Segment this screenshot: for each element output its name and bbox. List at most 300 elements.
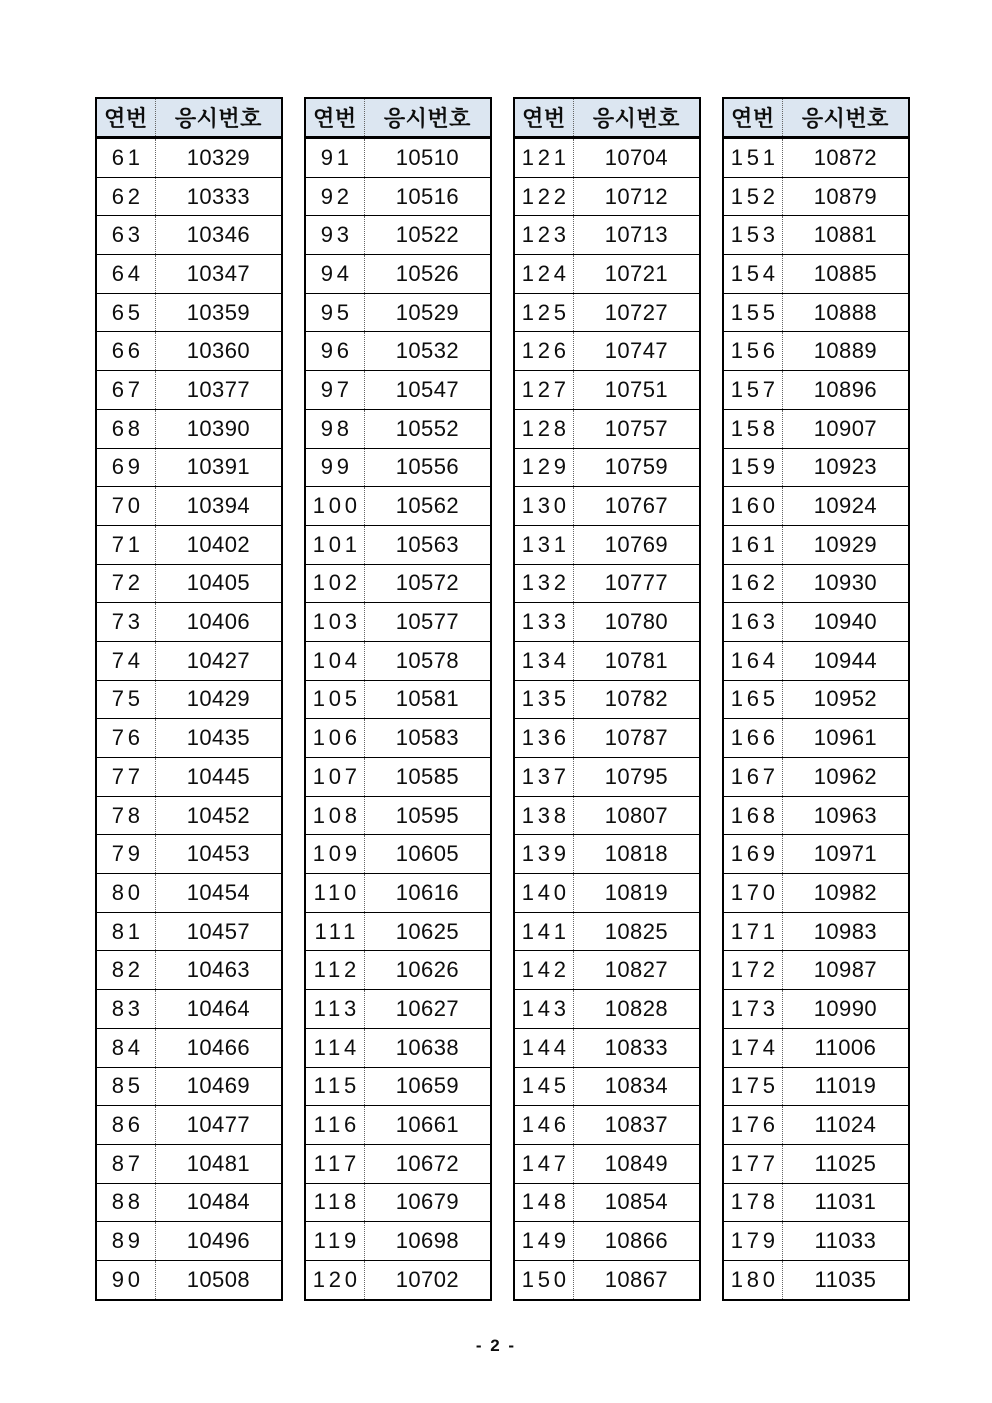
table-row	[514, 1106, 700, 1145]
serial-cell: 173	[723, 990, 782, 1029]
serial-cell: 85	[96, 1067, 155, 1106]
exam-number-cell: 10828	[573, 990, 700, 1029]
exam-number-cell: 10552	[364, 409, 491, 448]
table-row	[96, 177, 282, 216]
exam-number-cell: 10616	[364, 874, 491, 913]
exam-number-cell: 10481	[155, 1144, 282, 1183]
serial-cell: 123	[514, 216, 573, 255]
exam-number-cell: 10896	[782, 371, 909, 410]
serial-cell: 93	[305, 216, 364, 255]
exam-number-cell: 10563	[364, 525, 491, 564]
table-row	[514, 1144, 700, 1183]
exam-number-cell: 11025	[782, 1144, 909, 1183]
table-row	[723, 796, 909, 835]
table-row	[723, 951, 909, 990]
table-row	[723, 216, 909, 255]
serial-cell: 124	[514, 255, 573, 294]
serial-cell: 163	[723, 603, 782, 642]
exam-number-cell: 10885	[782, 255, 909, 294]
serial-cell: 107	[305, 758, 364, 797]
exam-number-cell: 10827	[573, 951, 700, 990]
table-row	[305, 641, 491, 680]
table-row	[96, 255, 282, 294]
exam-number-cell: 10626	[364, 951, 491, 990]
table-row	[723, 680, 909, 719]
exam-number-cell: 10990	[782, 990, 909, 1029]
table-row	[723, 1106, 909, 1145]
table-row	[96, 641, 282, 680]
serial-cell: 89	[96, 1222, 155, 1261]
serial-cell: 179	[723, 1222, 782, 1261]
serial-cell: 144	[514, 1028, 573, 1067]
table-row	[514, 255, 700, 294]
serial-cell: 78	[96, 796, 155, 835]
table-row	[723, 758, 909, 797]
table-row	[96, 332, 282, 371]
serial-cell: 169	[723, 835, 782, 874]
serial-cell: 62	[96, 177, 155, 216]
exam-number-cell: 10983	[782, 912, 909, 951]
exam-number-cell: 10930	[782, 564, 909, 603]
table-row	[723, 1260, 909, 1299]
serial-cell: 69	[96, 448, 155, 487]
table-row	[96, 1222, 282, 1261]
serial-cell: 142	[514, 951, 573, 990]
serial-cell: 98	[305, 409, 364, 448]
table-row	[514, 874, 700, 913]
table-row	[723, 1067, 909, 1106]
table-row	[305, 255, 491, 294]
serial-cell: 120	[305, 1260, 364, 1299]
exam-number-cell: 10464	[155, 990, 282, 1029]
exam-number-cell: 10971	[782, 835, 909, 874]
serial-cell: 162	[723, 564, 782, 603]
serial-cell: 145	[514, 1067, 573, 1106]
exam-number-cell: 10585	[364, 758, 491, 797]
table-row	[96, 564, 282, 603]
exam-number-cell: 11035	[782, 1260, 909, 1299]
table-row	[723, 912, 909, 951]
serial-cell: 119	[305, 1222, 364, 1261]
table-row	[514, 990, 700, 1029]
table-row	[723, 525, 909, 564]
serial-cell: 140	[514, 874, 573, 913]
serial-cell: 71	[96, 525, 155, 564]
exam-number-cell: 10529	[364, 293, 491, 332]
table-row	[96, 1183, 282, 1222]
serial-cell: 91	[305, 138, 364, 178]
exam-number-cell: 10834	[573, 1067, 700, 1106]
table-row	[514, 796, 700, 835]
serial-cell: 131	[514, 525, 573, 564]
serial-cell: 106	[305, 719, 364, 758]
table-row	[723, 564, 909, 603]
serial-cell: 172	[723, 951, 782, 990]
table-row	[514, 951, 700, 990]
exam-number-cell: 10562	[364, 487, 491, 526]
table-row	[305, 603, 491, 642]
exam-number-cell: 10445	[155, 758, 282, 797]
table-row	[723, 1144, 909, 1183]
serial-cell: 73	[96, 603, 155, 642]
serial-cell: 83	[96, 990, 155, 1029]
table-row	[96, 1144, 282, 1183]
column-header-serial: 연번	[723, 98, 782, 138]
exam-number-cell: 10402	[155, 525, 282, 564]
table-row	[514, 835, 700, 874]
exam-number-cell: 10769	[573, 525, 700, 564]
exam-number-cell: 10638	[364, 1028, 491, 1067]
table-row	[96, 216, 282, 255]
roster-table	[95, 97, 283, 1301]
table-row	[305, 1067, 491, 1106]
exam-number-cell: 10787	[573, 719, 700, 758]
serial-cell: 88	[96, 1183, 155, 1222]
table-row	[305, 293, 491, 332]
table-row	[96, 835, 282, 874]
table-row	[723, 409, 909, 448]
serial-cell: 96	[305, 332, 364, 371]
serial-cell: 125	[514, 293, 573, 332]
table-row	[96, 874, 282, 913]
exam-number-cell: 10583	[364, 719, 491, 758]
table-row	[514, 177, 700, 216]
exam-number-cell: 10457	[155, 912, 282, 951]
serial-cell: 130	[514, 487, 573, 526]
serial-cell: 165	[723, 680, 782, 719]
table-row	[305, 138, 491, 178]
table-row	[96, 448, 282, 487]
table-row	[305, 564, 491, 603]
table-row	[723, 138, 909, 178]
table-row	[723, 603, 909, 642]
table-row	[305, 448, 491, 487]
table-row	[514, 409, 700, 448]
header-row	[514, 98, 700, 138]
table-row	[514, 138, 700, 178]
exam-number-cell: 10704	[573, 138, 700, 178]
tables-container	[95, 97, 910, 1301]
table-row	[514, 564, 700, 603]
table-row	[305, 525, 491, 564]
exam-number-cell: 10713	[573, 216, 700, 255]
exam-number-cell: 10452	[155, 796, 282, 835]
table-row	[305, 990, 491, 1029]
table-row	[305, 1222, 491, 1261]
exam-number-cell: 10435	[155, 719, 282, 758]
table-row	[305, 758, 491, 797]
table-row	[305, 680, 491, 719]
serial-cell: 68	[96, 409, 155, 448]
exam-number-cell: 10698	[364, 1222, 491, 1261]
serial-cell: 72	[96, 564, 155, 603]
exam-number-cell: 10889	[782, 332, 909, 371]
exam-number-cell: 10982	[782, 874, 909, 913]
serial-cell: 61	[96, 138, 155, 178]
table-row	[96, 371, 282, 410]
table-row	[305, 371, 491, 410]
table-row	[305, 912, 491, 951]
serial-cell: 95	[305, 293, 364, 332]
exam-number-cell: 10849	[573, 1144, 700, 1183]
exam-number-cell: 10777	[573, 564, 700, 603]
serial-cell: 126	[514, 332, 573, 371]
exam-number-cell: 10888	[782, 293, 909, 332]
serial-cell: 129	[514, 448, 573, 487]
serial-cell: 117	[305, 1144, 364, 1183]
exam-number-cell: 10679	[364, 1183, 491, 1222]
serial-cell: 180	[723, 1260, 782, 1299]
serial-cell: 155	[723, 293, 782, 332]
serial-cell: 161	[723, 525, 782, 564]
table-row	[96, 758, 282, 797]
table-row	[514, 1067, 700, 1106]
exam-number-cell: 10987	[782, 951, 909, 990]
serial-cell: 175	[723, 1067, 782, 1106]
table-row	[96, 409, 282, 448]
table-row	[305, 177, 491, 216]
exam-number-cell: 10405	[155, 564, 282, 603]
serial-cell: 101	[305, 525, 364, 564]
table-row	[305, 216, 491, 255]
serial-cell: 128	[514, 409, 573, 448]
exam-number-cell: 10867	[573, 1260, 700, 1299]
table-row	[514, 216, 700, 255]
serial-cell: 105	[305, 680, 364, 719]
serial-cell: 115	[305, 1067, 364, 1106]
table-row	[305, 1183, 491, 1222]
table-row	[514, 448, 700, 487]
table-row	[96, 680, 282, 719]
exam-number-cell: 10780	[573, 603, 700, 642]
serial-cell: 139	[514, 835, 573, 874]
serial-cell: 150	[514, 1260, 573, 1299]
column-header-exam-number: 응시번호	[573, 98, 700, 138]
exam-number-cell: 10961	[782, 719, 909, 758]
serial-cell: 77	[96, 758, 155, 797]
serial-cell: 114	[305, 1028, 364, 1067]
serial-cell: 66	[96, 332, 155, 371]
exam-number-cell: 11019	[782, 1067, 909, 1106]
serial-cell: 143	[514, 990, 573, 1029]
serial-cell: 92	[305, 177, 364, 216]
exam-number-cell: 10627	[364, 990, 491, 1029]
exam-number-cell: 10578	[364, 641, 491, 680]
exam-number-cell: 10837	[573, 1106, 700, 1145]
serial-cell: 64	[96, 255, 155, 294]
header-row	[96, 98, 282, 138]
exam-number-cell: 11031	[782, 1183, 909, 1222]
exam-number-cell: 10526	[364, 255, 491, 294]
table-row	[723, 332, 909, 371]
serial-cell: 137	[514, 758, 573, 797]
exam-number-cell: 10747	[573, 332, 700, 371]
exam-number-cell: 10854	[573, 1183, 700, 1222]
serial-cell: 70	[96, 487, 155, 526]
exam-number-cell: 10466	[155, 1028, 282, 1067]
roster-table	[513, 97, 701, 1301]
exam-number-cell: 10727	[573, 293, 700, 332]
exam-number-cell: 10781	[573, 641, 700, 680]
exam-number-cell: 10767	[573, 487, 700, 526]
serial-cell: 170	[723, 874, 782, 913]
serial-cell: 113	[305, 990, 364, 1029]
column-header-exam-number: 응시번호	[782, 98, 909, 138]
serial-cell: 122	[514, 177, 573, 216]
exam-number-cell: 10963	[782, 796, 909, 835]
serial-cell: 141	[514, 912, 573, 951]
serial-cell: 127	[514, 371, 573, 410]
exam-number-cell: 10469	[155, 1067, 282, 1106]
table-row	[723, 1028, 909, 1067]
column-header-exam-number: 응시번호	[364, 98, 491, 138]
exam-number-cell: 10453	[155, 835, 282, 874]
exam-number-cell: 10427	[155, 641, 282, 680]
exam-number-cell: 10477	[155, 1106, 282, 1145]
table-row	[96, 1260, 282, 1299]
table-row	[305, 409, 491, 448]
serial-cell: 132	[514, 564, 573, 603]
exam-number-cell: 10712	[573, 177, 700, 216]
exam-number-cell: 10390	[155, 409, 282, 448]
table-row	[514, 371, 700, 410]
exam-number-cell: 10360	[155, 332, 282, 371]
table-row	[96, 990, 282, 1029]
serial-cell: 116	[305, 1106, 364, 1145]
column-header-exam-number: 응시번호	[155, 98, 282, 138]
table-row	[723, 990, 909, 1029]
table-row	[723, 835, 909, 874]
exam-number-cell: 10484	[155, 1183, 282, 1222]
table-row	[305, 951, 491, 990]
column-header-serial: 연번	[514, 98, 573, 138]
table-row	[514, 1028, 700, 1067]
table-row	[514, 293, 700, 332]
exam-number-cell: 10605	[364, 835, 491, 874]
table-row	[723, 719, 909, 758]
serial-cell: 103	[305, 603, 364, 642]
table-row	[514, 603, 700, 642]
table-row	[723, 177, 909, 216]
serial-cell: 160	[723, 487, 782, 526]
serial-cell: 63	[96, 216, 155, 255]
table-row	[514, 1183, 700, 1222]
serial-cell: 176	[723, 1106, 782, 1145]
exam-number-cell: 10454	[155, 874, 282, 913]
serial-cell: 110	[305, 874, 364, 913]
table-row	[514, 680, 700, 719]
serial-cell: 86	[96, 1106, 155, 1145]
serial-cell: 136	[514, 719, 573, 758]
header-row	[723, 98, 909, 138]
exam-number-cell: 10406	[155, 603, 282, 642]
serial-cell: 84	[96, 1028, 155, 1067]
serial-cell: 166	[723, 719, 782, 758]
serial-cell: 76	[96, 719, 155, 758]
serial-cell: 74	[96, 641, 155, 680]
serial-cell: 97	[305, 371, 364, 410]
page-number: - 2 -	[475, 1336, 517, 1355]
exam-number-cell: 10547	[364, 371, 491, 410]
exam-number-cell: 10833	[573, 1028, 700, 1067]
exam-number-cell: 10394	[155, 487, 282, 526]
exam-number-cell: 10572	[364, 564, 491, 603]
serial-cell: 102	[305, 564, 364, 603]
serial-cell: 167	[723, 758, 782, 797]
exam-number-cell: 10391	[155, 448, 282, 487]
exam-number-cell: 10496	[155, 1222, 282, 1261]
header-row	[305, 98, 491, 138]
table-row	[96, 138, 282, 178]
serial-cell: 177	[723, 1144, 782, 1183]
serial-cell: 121	[514, 138, 573, 178]
exam-number-cell: 10782	[573, 680, 700, 719]
serial-cell: 108	[305, 796, 364, 835]
exam-number-cell: 10795	[573, 758, 700, 797]
exam-number-cell: 10757	[573, 409, 700, 448]
table-row	[96, 912, 282, 951]
serial-cell: 99	[305, 448, 364, 487]
exam-number-cell: 10429	[155, 680, 282, 719]
serial-cell: 81	[96, 912, 155, 951]
exam-number-cell: 11024	[782, 1106, 909, 1145]
exam-number-cell: 10347	[155, 255, 282, 294]
exam-number-cell: 10359	[155, 293, 282, 332]
table-row	[305, 874, 491, 913]
exam-number-cell: 10346	[155, 216, 282, 255]
table-row	[723, 487, 909, 526]
table-row	[96, 1028, 282, 1067]
exam-number-cell: 10556	[364, 448, 491, 487]
serial-cell: 146	[514, 1106, 573, 1145]
exam-number-cell: 10595	[364, 796, 491, 835]
table-row	[305, 1106, 491, 1145]
serial-cell: 168	[723, 796, 782, 835]
serial-cell: 147	[514, 1144, 573, 1183]
serial-cell: 133	[514, 603, 573, 642]
serial-cell: 178	[723, 1183, 782, 1222]
serial-cell: 75	[96, 680, 155, 719]
serial-cell: 171	[723, 912, 782, 951]
exam-number-cell: 10661	[364, 1106, 491, 1145]
table-row	[723, 371, 909, 410]
serial-cell: 138	[514, 796, 573, 835]
exam-number-cell: 10866	[573, 1222, 700, 1261]
exam-number-cell: 10329	[155, 138, 282, 178]
exam-number-cell: 10940	[782, 603, 909, 642]
serial-cell: 111	[305, 912, 364, 951]
table-row	[96, 603, 282, 642]
serial-cell: 154	[723, 255, 782, 294]
table-row	[96, 293, 282, 332]
serial-cell: 90	[96, 1260, 155, 1299]
exam-number-cell: 10881	[782, 216, 909, 255]
exam-number-cell: 10508	[155, 1260, 282, 1299]
table-row	[514, 641, 700, 680]
table-row	[305, 1144, 491, 1183]
exam-number-cell: 10923	[782, 448, 909, 487]
table-row	[96, 951, 282, 990]
serial-cell: 118	[305, 1183, 364, 1222]
table-row	[723, 641, 909, 680]
serial-cell: 149	[514, 1222, 573, 1261]
column-header-serial: 연번	[96, 98, 155, 138]
exam-number-cell: 10377	[155, 371, 282, 410]
serial-cell: 159	[723, 448, 782, 487]
exam-number-cell: 10625	[364, 912, 491, 951]
serial-cell: 174	[723, 1028, 782, 1067]
table-row	[514, 719, 700, 758]
